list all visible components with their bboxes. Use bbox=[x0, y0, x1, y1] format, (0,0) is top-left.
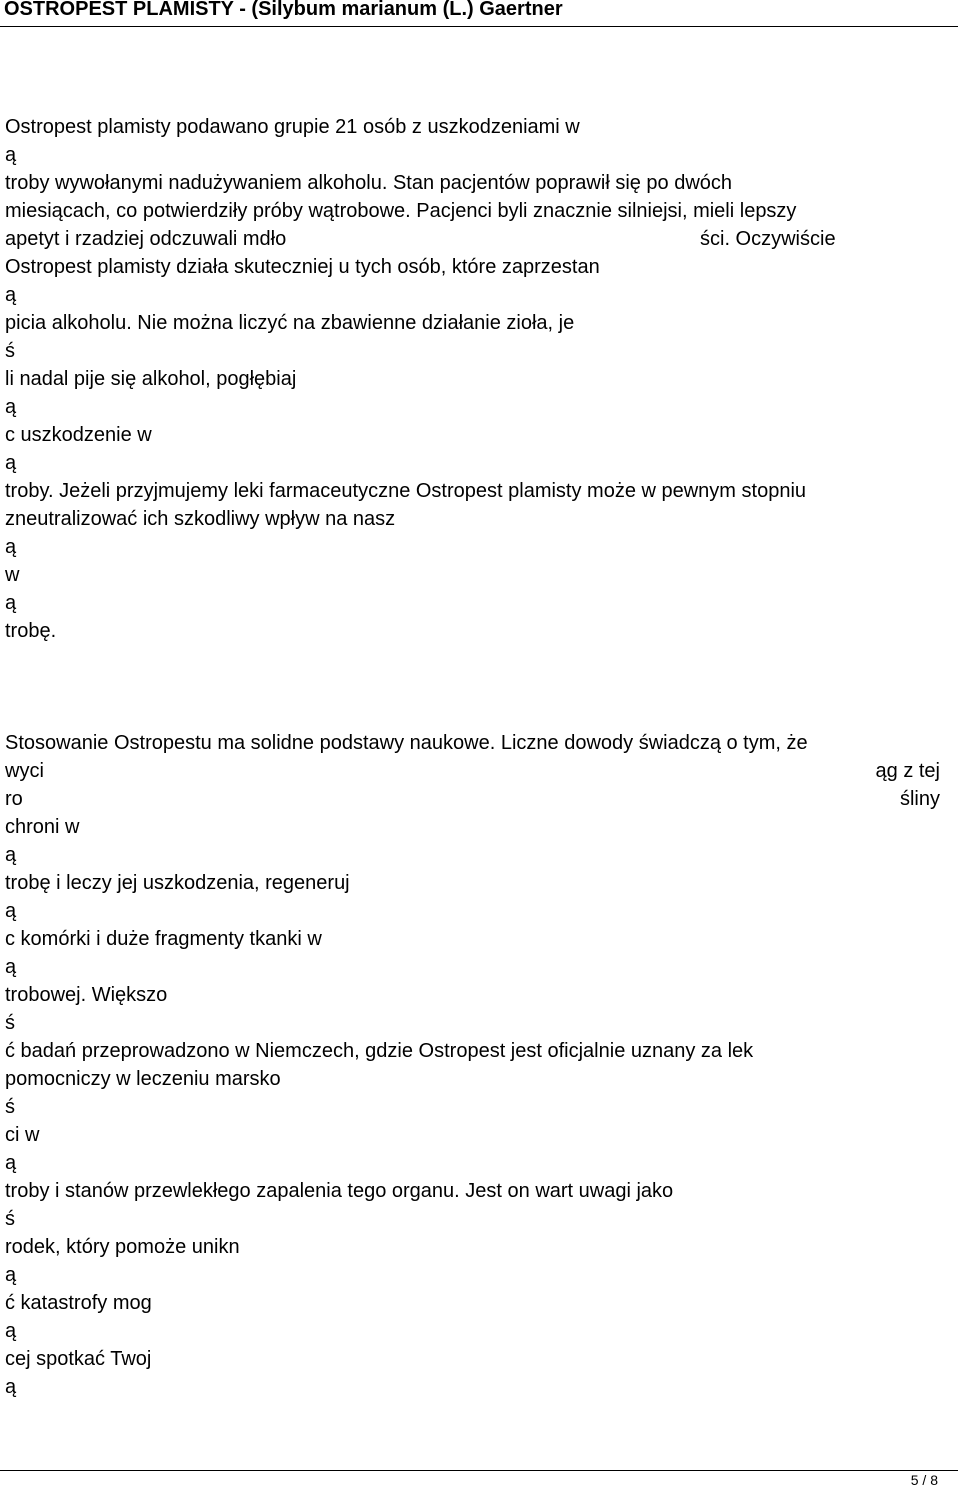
footer-divider bbox=[0, 1470, 958, 1471]
text-line: rodek, który pomoże unikn bbox=[5, 1236, 240, 1258]
text-line: ą bbox=[5, 536, 17, 558]
text-line: troby i stanów przewlekłego zapalenia tego organu. Jest on wart uwagi jako bbox=[5, 1180, 674, 1202]
text-line: ą bbox=[5, 1320, 17, 1342]
text-line: ą bbox=[5, 1152, 17, 1174]
text-line: miesiącach, co potwierdziły próby wątrobowe. Pacjenci byli znacznie silniejsi, mieli lepszy bbox=[5, 200, 797, 222]
text-line: ro bbox=[5, 788, 23, 810]
page-header bbox=[0, 0, 958, 27]
text-line: apetyt i rzadziej odczuwali mdło bbox=[5, 228, 287, 250]
text-line: zneutralizować ich szkodliwy wpływ na nasz bbox=[5, 508, 396, 530]
text-line: trobę. bbox=[5, 620, 57, 642]
text-line: c uszkodzenie w bbox=[5, 424, 152, 446]
text-line: Ostropest plamisty podawano grupie 21 osób z uszkodzeniami w bbox=[5, 116, 580, 138]
text-line: trobowej. Większo bbox=[5, 984, 168, 1006]
text-line: śliny bbox=[899, 788, 940, 810]
text-line: Ostropest plamisty działa skuteczniej u tych osób, które zaprzestan bbox=[5, 256, 600, 278]
text-line: ą bbox=[5, 900, 17, 922]
text-line: chroni w bbox=[5, 816, 80, 838]
text-line: li nadal pije się alkohol, pogłębiaj bbox=[5, 368, 297, 390]
text-line: ś bbox=[5, 1096, 15, 1118]
text-line: ą bbox=[5, 284, 17, 306]
text-line: w bbox=[5, 564, 20, 586]
text-line: troby wywołanymi nadużywaniem alkoholu. Stan pacjentów poprawił się po dwóch bbox=[5, 172, 733, 194]
text-line: ą bbox=[5, 844, 17, 866]
page-title: OSTROPEST PLAMISTY - (Silybum marianum (L.) Gaertner bbox=[4, 0, 563, 20]
text-line: ąg z tej bbox=[875, 760, 940, 782]
text-line: cej spotkać Twoj bbox=[5, 1348, 152, 1370]
text-line: ą bbox=[5, 452, 17, 474]
text-line: ą bbox=[5, 592, 17, 614]
text-line: ą bbox=[5, 956, 17, 978]
text-line: ć badań przeprowadzono w Niemczech, gdzie Ostropest jest oficjalnie uznany za lek bbox=[5, 1040, 754, 1062]
text-line: ci w bbox=[5, 1124, 40, 1146]
text-line: ś bbox=[5, 1012, 15, 1034]
text-line: troby. Jeżeli przyjmujemy leki farmaceutyczne Ostropest plamisty może w pewnym stopniu bbox=[5, 480, 807, 502]
text-line: ści. Oczywiście bbox=[700, 228, 836, 250]
text-line: Stosowanie Ostropestu ma solidne podstawy naukowe. Liczne dowody świadczą o tym, że bbox=[5, 732, 808, 754]
page-number: 5 / 8 bbox=[910, 1472, 938, 1488]
text-line: ą bbox=[5, 1264, 17, 1286]
text-line: ą bbox=[5, 396, 17, 418]
text-line: ś bbox=[5, 1208, 15, 1230]
text-line: ć katastrofy mog bbox=[5, 1292, 152, 1314]
text-line: ś bbox=[5, 340, 15, 362]
text-line: c komórki i duże fragmenty tkanki w bbox=[5, 928, 322, 950]
text-line: trobę i leczy jej uszkodzenia, regeneruj bbox=[5, 872, 350, 894]
text-line: ą bbox=[5, 1376, 17, 1398]
text-line: ą bbox=[5, 144, 17, 166]
text-line: picia alkoholu. Nie można liczyć na zbawienne działanie zioła, je bbox=[5, 312, 575, 334]
text-line: wyci bbox=[5, 760, 44, 782]
text-line: pomocniczy w leczeniu marsko bbox=[5, 1068, 281, 1090]
